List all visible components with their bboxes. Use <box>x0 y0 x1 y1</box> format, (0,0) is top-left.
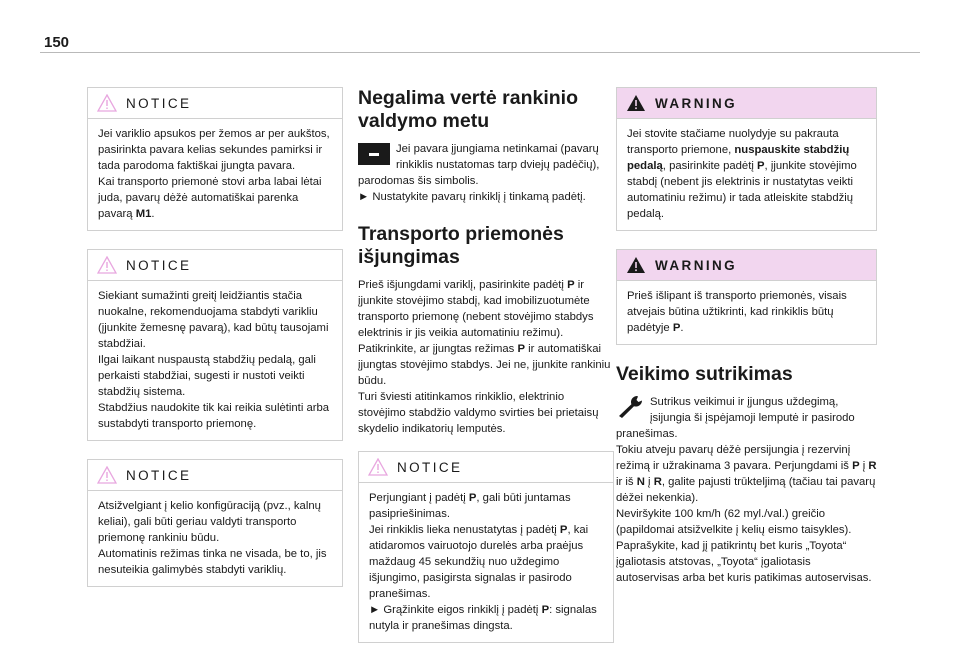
text: Jei stovite stačiame nuolydyje su pakrauta transporto priemone, <box>627 128 839 156</box>
text: : signalas nutyla ir pranešimas dingsta. <box>369 604 597 632</box>
warning-triangle-outline-icon <box>97 256 117 274</box>
paragraph: Atsižvelgiant į kelio konfigūraciją (pvz., kalnų keliai), gali būti geriau valdyti transporto priemonę rankiniu būdu. <box>98 500 321 544</box>
notice-title: NOTICE <box>397 459 463 475</box>
paragraph <box>358 341 614 389</box>
bold-text: P <box>567 279 575 291</box>
text: ir įjunkite stovėjimo stabdį, kad imobilizuotumėte transporto priemonę (nebent stovėjimo stabdys elektrinis ir jis veikia automatiniu režimu). <box>358 279 594 339</box>
column-right <box>616 87 877 586</box>
notice-body <box>88 118 342 230</box>
notice-body <box>88 280 342 440</box>
text: ir automatiškai įjungtas stovėjimo stabdys. Jei ne, įjunkite rankiniu būdu. <box>358 343 611 387</box>
text: , pasirinkite padėtį <box>662 160 757 172</box>
bold-text: P <box>852 460 860 472</box>
text: Perjungiant į padėtį <box>369 492 469 504</box>
dash-symbol-icon <box>358 143 390 165</box>
warning-triangle-filled-icon <box>626 94 646 112</box>
warning-box-1 <box>616 87 877 231</box>
paragraph <box>358 277 614 341</box>
section-title: Negalima vertė rankinio valdymo metu <box>358 87 579 132</box>
warning-header <box>617 88 876 118</box>
header-divider <box>40 52 920 53</box>
text: , įjunkite stovėjimo stabdį (nebent jis elektrinis ir nustatytas veikti automatiniu režimu) ir tada atleiskite stabdžių pedalą. <box>627 160 857 220</box>
bold-text: P <box>541 604 550 616</box>
paragraph: Automatinis režimas tinka ne visada, be to, jis nesuteikia galimybės stabdyti variklių. <box>98 548 327 576</box>
arrow-glyph: ► <box>358 191 370 203</box>
section-title: Transporto priemonės išjungimas <box>358 223 564 268</box>
notice-box-4 <box>358 451 614 643</box>
warning-header <box>617 250 876 280</box>
bold-text: P <box>517 343 526 355</box>
section-text <box>358 277 614 437</box>
bold-text: R <box>868 460 877 472</box>
notice-header <box>88 460 342 490</box>
column-middle <box>358 87 614 661</box>
notice-header <box>359 452 613 482</box>
text: ir iš <box>616 476 637 488</box>
paragraph: Paprašykite, kad jį patikrintų bet kuris „Toyota“ įgaliotasis atstovas, „Toyota“ įgaliotasis autoservisas arba bet kuris patikimas autoservisas. <box>616 540 872 584</box>
text: Kai transporto priemonė stovi arba labai lėtai juda, pavarų dėžė automatiškai parenka pavarą <box>98 176 322 220</box>
paragraph: Neviršykite 100 km/h (62 myl./val.) greičio (papildomai atsižvelkite į kelių eismo taisykles). <box>616 508 852 536</box>
notice-box-2 <box>87 249 343 441</box>
warning-triangle-outline-icon <box>97 94 117 112</box>
paragraph: Sutrikus veikimui ir įjungus uždegimą, įsijungia ši įspėjamoji lemputė ir pasirodo pranešimas. <box>616 396 855 440</box>
bold-text: nuspauskite stabdžių pedalą <box>627 144 850 172</box>
column-left <box>87 87 343 605</box>
section-text <box>358 141 614 205</box>
section-text <box>616 394 877 586</box>
warning-triangle-outline-icon <box>97 466 117 484</box>
paragraph: Jei variklio apsukos per žemos ar per aukštos, pasirinkta pavara kelias sekundes pamirksi ir tada parodoma faktiškai įjungta pavara. <box>98 128 330 172</box>
paragraph <box>358 189 614 205</box>
text: , kai atidaromos vairuotojo durelės arba praėjus maždaug 45 sekundžių nuo uždegimo išjungimo, pasigirsta signalas ir pasirodo pranešimas. <box>369 524 589 600</box>
bold-text: N <box>636 476 645 488</box>
text: Jei rinkiklis lieka nenustatytas į padėtį <box>369 524 560 536</box>
paragraph: Jei pavara įjungiama netinkamai (pavarų rinkiklis nustatomas tarp dviejų padėčių), parodomas šis simbolis. <box>358 143 600 187</box>
paragraph <box>369 602 603 634</box>
bold-text: M1 <box>135 208 152 220</box>
text: į <box>644 476 654 488</box>
paragraph <box>98 174 332 222</box>
bold-text: P <box>468 492 477 504</box>
notice-box-1 <box>87 87 343 231</box>
notice-title: NOTICE <box>126 257 192 273</box>
notice-body <box>359 482 613 642</box>
paragraph: Stabdžius naudokite tik kai reikia sulėtinti arba sustabdyti transporto priemonę. <box>98 402 330 430</box>
paragraph <box>627 288 866 336</box>
paragraph <box>369 522 603 602</box>
text: . <box>680 322 684 334</box>
text: į <box>859 460 869 472</box>
text: Prieš išlipant iš transporto priemonės, visais atvejais būtina užtikrinti, kad rinkiklis būtų padėtyje <box>627 290 847 334</box>
paragraph <box>616 442 877 506</box>
text: Prieš išjungdami variklį, pasirinkite padėtį <box>358 279 568 291</box>
bold-text: R <box>653 476 662 488</box>
text: . <box>151 208 155 220</box>
text: , galite pajusti trūkteljimą (tačiau tai pavarų dėžei nekenkia). <box>616 476 876 504</box>
section-title: Veikimo sutrikimas <box>616 363 793 385</box>
notice-title: NOTICE <box>126 95 192 111</box>
paragraph <box>627 126 866 222</box>
arrow-glyph: ► <box>369 604 381 616</box>
text: , gali būti juntamas pasipriešinimas. <box>369 492 571 520</box>
paragraph: Ilgai laikant nuspaustą stabdžių pedalą, gali perkaisti stabdžiai, sugesti ir nustoti veikti stabdžių sistema. <box>98 354 316 398</box>
notice-title: NOTICE <box>126 467 192 483</box>
notice-box-3 <box>87 459 343 587</box>
notice-header <box>88 88 342 118</box>
paragraph: Turi šviesti atitinkamos rinkiklio, elektrinio stovėjimo stabdžio valdymo svirties bei prietaisų skydelio indikatorių lemputės. <box>358 391 599 435</box>
wrench-icon <box>616 394 644 423</box>
warning-box-2 <box>616 249 877 345</box>
notice-body <box>88 490 342 586</box>
text: Nustatykite pavarų rinkiklį į tinkamą padėtį. <box>369 191 586 203</box>
text: Grąžinkite eigos rinkiklį į padėtį <box>380 604 542 616</box>
warning-title: WARNING <box>655 257 738 273</box>
page-number: 150 <box>44 34 70 51</box>
text: Patikrinkite, ar įjungtas režimas <box>358 343 518 355</box>
warning-title: WARNING <box>655 95 738 111</box>
warning-triangle-filled-icon <box>626 256 646 274</box>
bold-text: P <box>672 322 681 334</box>
warning-body <box>617 280 876 344</box>
paragraph: Siekiant sumažinti greitį leidžiantis stačia nuokalne, rekomenduojama stabdyti varikliu (įjunkite žemesnę pavarą), kad būtų tausojami stabdžiai. <box>98 290 329 350</box>
bold-text: P <box>559 524 568 536</box>
text: Tokiu atveju pavarų dėžė persijungia į rezervinį režimą ir užrakinama 3 pavara. Perjungdami iš <box>616 444 853 472</box>
bold-text: P <box>757 160 765 172</box>
warning-body <box>617 118 876 230</box>
notice-header <box>88 250 342 280</box>
paragraph <box>369 490 603 522</box>
warning-triangle-outline-icon <box>368 458 388 476</box>
